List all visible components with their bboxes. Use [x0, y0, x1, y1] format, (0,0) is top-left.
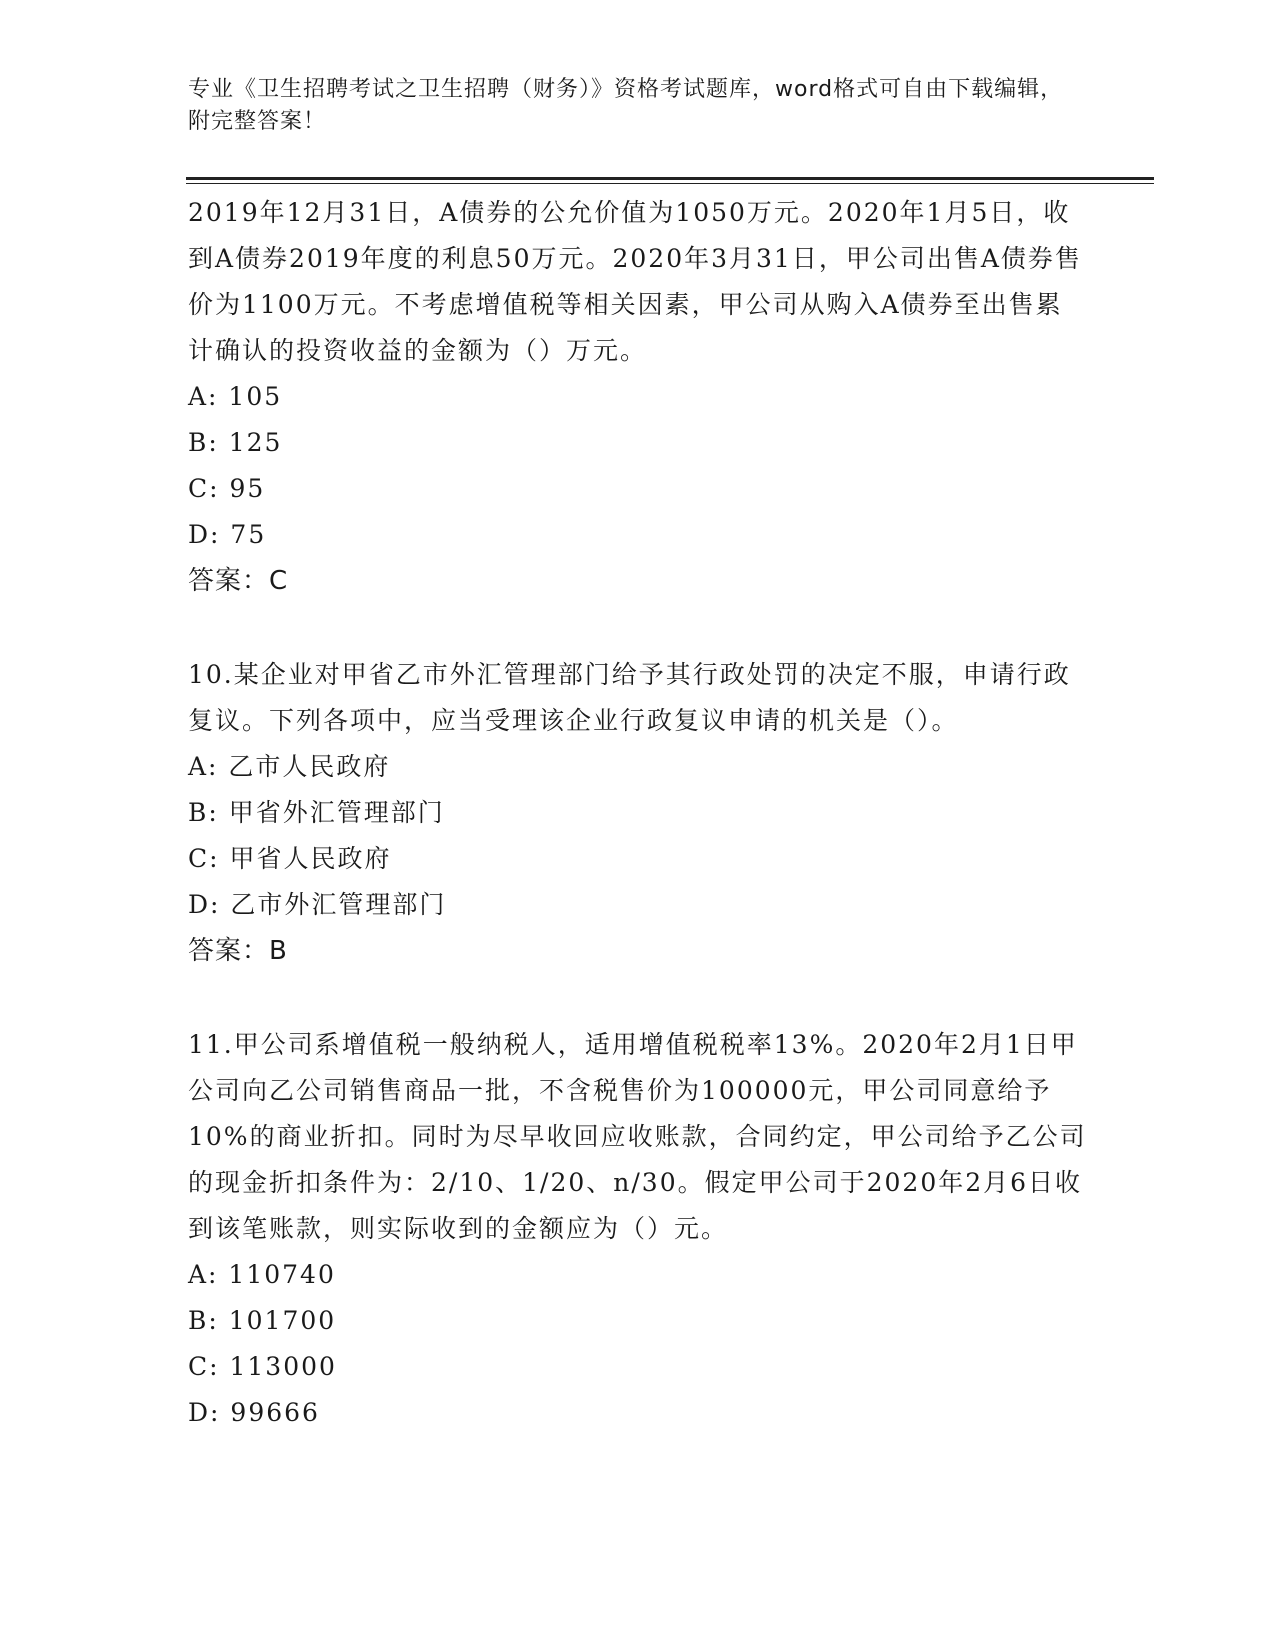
option-b: B: 125: [188, 428, 283, 457]
question-stem: 2019年12月31日，A债券的公允价值为1050万元。2020年1月5日，收到A债券2019年度的利息50万元。2020年3月31日，甲公司出售A债券售价为1100万元。不考虑增值税等相关因素，甲公司从购入A债券至出售累计确认的投资收益的金额为（）万元。: [188, 198, 1082, 365]
option-d: D: 乙市外汇管理部门: [188, 890, 447, 919]
answer-line: 答案：C: [188, 566, 289, 596]
option-a: A: 105: [188, 382, 283, 411]
document-header: [188, 74, 1068, 138]
question-stem: 10.某企业对甲省乙市外汇管理部门给予其行政处罚的决定不服，申请行政复议。下列各项中，应当受理该企业行政复议申请的机关是（）。: [188, 660, 1071, 735]
document-body: [188, 190, 1088, 1436]
question-stem: 11.甲公司系增值税一般纳税人，适用增值税税率13%。2020年2月1日甲公司向乙公司销售商品一批，不含税售价为100000元，甲公司同意给予10%的商业折扣。同时为尽早收回应收账款，合同约定，甲公司给予乙公司的现金折扣条件为：2/10、1/20、n/30。假定甲公司于2020年2月6日收到该笔账款，则实际收到的金额应为（）元。: [188, 1030, 1087, 1243]
option-b: B: 101700: [188, 1306, 337, 1335]
answer-line: 答案：B: [188, 936, 288, 966]
option-b: B: 甲省外汇管理部门: [188, 798, 445, 827]
option-a: A: 乙市人民政府: [188, 752, 391, 781]
header-text: 专业《卫生招聘考试之卫生招聘（财务）》资格考试题库，word格式可自由下载编辑，附完整答案！: [188, 77, 1064, 134]
option-c: C: 甲省人民政府: [188, 844, 392, 873]
question-9: [188, 190, 1088, 604]
option-c: C: 113000: [188, 1352, 337, 1381]
header-rule-thick: [186, 177, 1154, 180]
option-d: D: 75: [188, 520, 267, 549]
option-c: C: 95: [188, 474, 266, 503]
option-d: D: 99666: [188, 1398, 320, 1427]
question-10: [188, 652, 1088, 974]
header-rule-thin: [186, 183, 1154, 184]
question-11: [188, 1022, 1088, 1436]
option-a: A: 110740: [188, 1260, 336, 1289]
